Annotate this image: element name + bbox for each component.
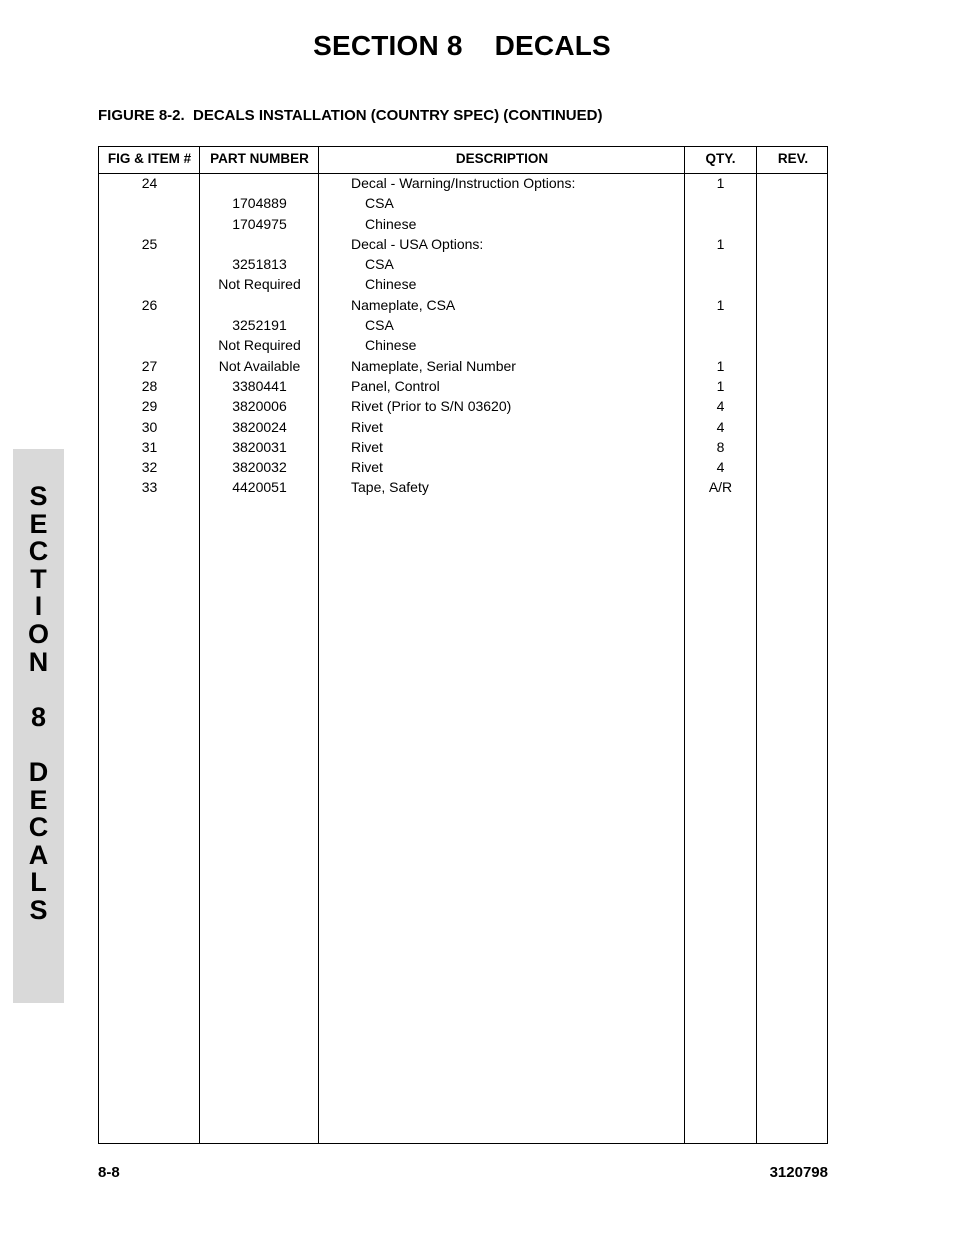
side-tab-letter: C	[28, 536, 49, 567]
table-body	[99, 174, 827, 499]
fig-item-cell: 31	[141, 438, 158, 455]
fig-item-cell: 25	[141, 235, 158, 252]
part-number-cell: 1704975	[232, 215, 287, 232]
side-tab-letter: O	[27, 618, 49, 649]
fig-item-cell: 29	[141, 398, 158, 415]
side-tab-letter: E	[29, 784, 48, 815]
table-row	[99, 255, 827, 275]
fig-item-cell: 32	[141, 459, 158, 476]
fig-item-cell: 26	[141, 296, 158, 313]
description-cell: Panel, Control	[351, 377, 440, 394]
description-cell: Decal - Warning/Instruction Options:	[351, 175, 576, 191]
table-row	[99, 397, 827, 417]
table-row	[99, 275, 827, 295]
table-header	[99, 147, 827, 174]
header-qty: QTY.	[705, 151, 736, 166]
part-number-cell: 3251813	[232, 256, 287, 273]
description-cell: Tape, Safety	[351, 479, 429, 496]
fig-item-cell: 24	[141, 175, 158, 191]
header-fig-item: FIG & ITEM #	[107, 151, 192, 166]
parts-table	[98, 146, 828, 1144]
qty-cell: A/R	[708, 479, 733, 496]
document-number: 3120798	[769, 1164, 828, 1181]
qty-cell: 4	[716, 459, 725, 476]
part-number-cell: 3820032	[232, 459, 287, 476]
qty-cell: 4	[716, 398, 725, 415]
part-number-cell: Not Required	[218, 337, 301, 354]
side-tab-letter	[13, 676, 64, 704]
header-part-number: PART NUMBER	[210, 151, 309, 166]
description-cell: Decal - USA Options:	[351, 235, 484, 252]
table-row	[99, 438, 827, 458]
description-cell: Rivet	[351, 459, 383, 476]
figure-title: FIGURE 8-2. DECALS INSTALLATION (COUNTRY SPEC) (CONTINUED)	[98, 107, 603, 124]
table-row	[99, 377, 827, 397]
section-side-tab	[13, 449, 64, 1003]
header-description: DESCRIPTION	[455, 151, 549, 166]
part-number-cell: 4420051	[232, 479, 287, 496]
description-cell: CSA	[365, 195, 394, 212]
table-row	[99, 235, 827, 255]
table-row	[99, 336, 827, 356]
description-cell: Rivet	[351, 438, 383, 455]
qty-cell: 1	[716, 235, 725, 252]
table-row	[99, 194, 827, 214]
table-row	[99, 316, 827, 336]
description-cell: CSA	[365, 256, 394, 273]
page-number: 8-8	[98, 1164, 120, 1181]
qty-cell: 4	[716, 418, 725, 435]
side-tab-letter: N	[28, 646, 49, 677]
fig-item-cell: 30	[141, 418, 158, 435]
part-number-cell: 3820024	[232, 418, 287, 435]
description-cell: CSA	[365, 317, 394, 334]
side-tab-letter: D	[28, 756, 49, 787]
table-row	[99, 174, 827, 194]
description-cell: Rivet	[351, 418, 383, 435]
table-row	[99, 458, 827, 478]
side-tab-label	[13, 483, 64, 925]
side-tab-letter: 8	[30, 701, 47, 732]
part-number-cell: 1704889	[232, 195, 287, 212]
fig-item-cell: 33	[141, 479, 158, 496]
description-cell: Chinese	[365, 337, 417, 354]
side-tab-letter: T	[30, 563, 47, 594]
side-tab-letter: I	[34, 591, 43, 622]
header-rev: REV.	[777, 151, 809, 166]
part-number-cell: 3380441	[232, 377, 287, 394]
side-tab-letter: C	[28, 812, 49, 843]
fig-item-cell: 27	[141, 357, 158, 374]
side-tab-letter	[13, 731, 64, 759]
part-number-cell: Not Required	[218, 276, 301, 293]
qty-cell: 1	[716, 357, 725, 374]
qty-cell: 1	[716, 296, 725, 313]
part-number-cell: 3820031	[232, 438, 287, 455]
part-number-cell: 3820006	[232, 398, 287, 415]
section-title: SECTION 8 DECALS	[313, 30, 611, 61]
part-number-cell: Not Available	[218, 357, 301, 374]
side-tab-letter: S	[29, 481, 48, 511]
qty-cell: 1	[716, 175, 725, 191]
table-row	[99, 296, 827, 316]
description-cell: Rivet (Prior to S/N 03620)	[351, 398, 512, 415]
table-row	[99, 478, 827, 498]
table-row	[99, 418, 827, 438]
part-number-cell: 3252191	[232, 317, 287, 334]
side-tab-letter: S	[29, 894, 48, 925]
fig-item-cell: 28	[141, 377, 158, 394]
side-tab-letter: L	[30, 867, 47, 898]
description-cell: Nameplate, CSA	[351, 296, 456, 313]
side-tab-letter: A	[28, 839, 49, 870]
description-cell: Chinese	[365, 276, 417, 293]
side-tab-letter: E	[29, 508, 48, 539]
table-row	[99, 215, 827, 235]
table-row	[99, 357, 827, 377]
description-cell: Chinese	[365, 215, 417, 232]
description-cell: Nameplate, Serial Number	[351, 357, 516, 374]
qty-cell: 1	[716, 377, 725, 394]
qty-cell: 8	[716, 438, 725, 455]
